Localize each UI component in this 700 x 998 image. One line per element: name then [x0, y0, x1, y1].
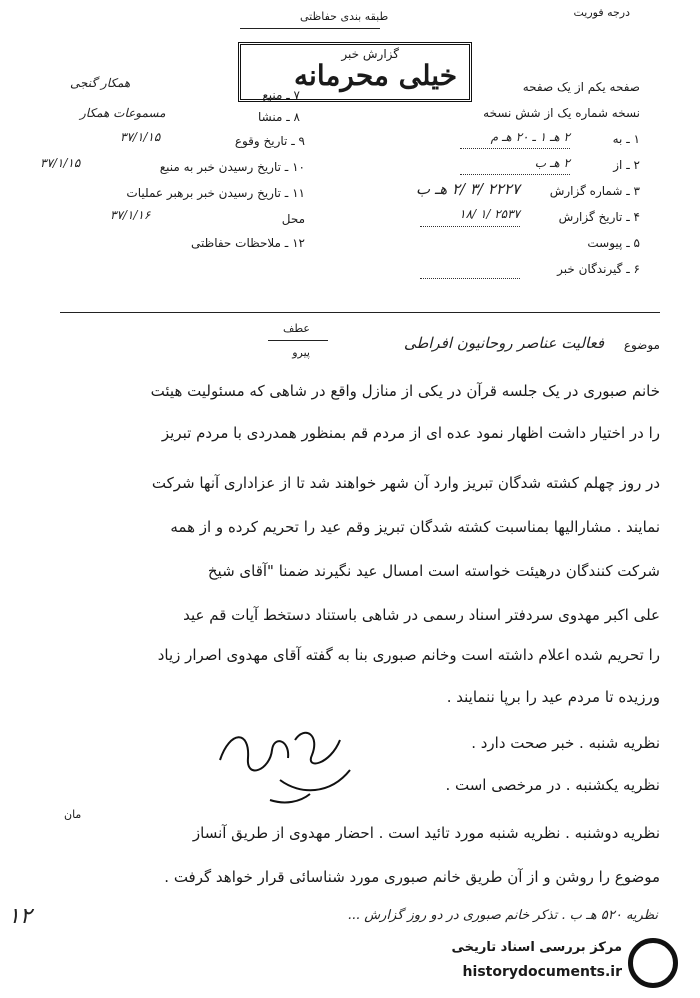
field-1-label: ۱ ـ به	[612, 132, 640, 146]
field-8-label: ۸ ـ منشا	[257, 110, 300, 124]
peyro-label: پیرو	[292, 346, 310, 359]
field-1-value: ۲ هـ ۱ ـ ۲۰ هـ م	[490, 130, 570, 144]
stamp-report-title: گزارش خبر	[341, 47, 399, 61]
field-7-label: ۷ ـ منبع	[262, 88, 300, 102]
signature-scribble	[210, 710, 380, 810]
field-9-value: ۳۷/۱/۱۵	[120, 130, 161, 144]
margin-page-number: ١٢	[8, 904, 32, 929]
header-divider	[60, 312, 660, 313]
archive-logo-icon	[628, 938, 678, 988]
classification-underline	[240, 28, 380, 29]
field-4-value: ۲۵۳۷ /۱ /۱۸	[459, 207, 520, 221]
subject-label: موضوع	[623, 338, 660, 352]
subject-value: فعالیت عناصر روحانیون افراطی	[403, 334, 604, 352]
field-9-label: ۹ ـ تاریخ وقوع	[234, 134, 305, 148]
field-6-label: ۶ ـ گیرندگان خبر	[557, 262, 640, 276]
handwritten-bottom-note: نظریه ۵۲۰ هـ ب . تذکر خانم صبوری در دو روز گزارش ...	[347, 908, 658, 923]
opinion-sunday: نظریه یکشنبه . در مرخصی است .	[445, 776, 660, 794]
copy-number: نسخه شماره یک از شش نسخه	[483, 106, 640, 120]
opinion-saturday: نظریه شنبه . خبر صحت دارد .	[471, 734, 660, 752]
field-4-label: ۴ ـ تاریخ گزارش	[558, 210, 640, 224]
dotted-line	[460, 174, 570, 175]
archive-watermark	[420, 936, 682, 994]
body-line-8: ورزیده تا مردم عید را برپا ننمایند .	[446, 688, 660, 706]
field-2-label: ۲ ـ از	[613, 158, 640, 172]
page-number: صفحه یکم از یک صفحه	[522, 80, 640, 94]
field-3-value: ۲۲۲۷ /۳ /۲ هـ ب	[416, 180, 520, 198]
dotted-line	[420, 278, 520, 279]
place-label: محل	[281, 212, 305, 226]
body-line-5: شرکت کنندگان درهیئت خواسته است امسال عید نگیرند ضمنا "آقای شیخ	[207, 562, 660, 580]
body-line-6: علی اکبر مهدوی سردفتر اسناد رسمی در شاهی باستناد دستخط آیات قم عید	[183, 606, 660, 624]
field-5-label: ۵ ـ پیوست	[587, 236, 640, 250]
stamp-top-secret: خیلی محرمانه	[294, 59, 457, 92]
body-line-2: را در اختیار داشت اظهار نمود عده ای از مردم قم بمنظور همدردی با مردم تبریز	[161, 424, 660, 442]
opinion-margin-note: مان	[64, 808, 82, 821]
field-10-label: ۱۰ ـ تاریخ رسیدن خبر به منبع	[159, 160, 305, 174]
watermark-name: مرکز بررسی اسناد تاریخی	[451, 940, 622, 955]
body-line-3: در روز چهلم کشته شدگان تبریز وارد آن شهر خواهند شد تا از عزاداری آنها شرکت	[151, 474, 660, 492]
field-8-value: مسموعات همکار	[80, 106, 166, 120]
priority-label: درجه فوریت	[573, 6, 630, 19]
field-7-value: همکار گنجی	[70, 76, 131, 90]
atf-label: عطف	[283, 322, 310, 335]
classification-label: طبقه بندی حفاظتی	[300, 10, 389, 23]
body-line-7: را تحریم شده اعلام داشته است وخانم صبوری بنا به گفته آقای مهدوی اصرار زیاد	[157, 646, 660, 664]
dotted-line	[460, 148, 570, 149]
body-line-1: خانم صبوری در یک جلسه قرآن در یکی از منازل واقع در شاهی که مسئولیت هیئت	[150, 382, 660, 400]
field-2-value: ۲ هـ ب	[534, 156, 570, 170]
opinion-monday-continued: موضوع را روشن و از آن طریق خانم صبوری مورد شناسائی قرار خواهد گرفت .	[164, 868, 660, 886]
atf-divider	[268, 340, 328, 341]
dotted-line	[420, 226, 520, 227]
field-11-label: ۱۱ ـ تاریخ رسیدن خبر برهبر عملیات	[126, 186, 305, 200]
field-10-value: ۳۷/۱/۱۵	[40, 156, 81, 170]
body-line-4: نمایند . مشارالیها بمناسبت کشته شدگان تبریز وقم عید را تحریم کرده و از همه	[170, 518, 660, 536]
field-11-value: ۳۷/۱/۱۶	[110, 208, 151, 222]
opinion-monday: نظریه دوشنبه . نظریه شنبه مورد تائید است . احضار مهدوی از طریق آنساز	[192, 824, 660, 842]
field-12-label: ۱۲ ـ ملاحظات حفاظتی	[191, 236, 305, 250]
field-3-label: ۳ ـ شماره گزارش	[549, 184, 640, 198]
watermark-url: historydocuments.ir	[462, 964, 622, 980]
